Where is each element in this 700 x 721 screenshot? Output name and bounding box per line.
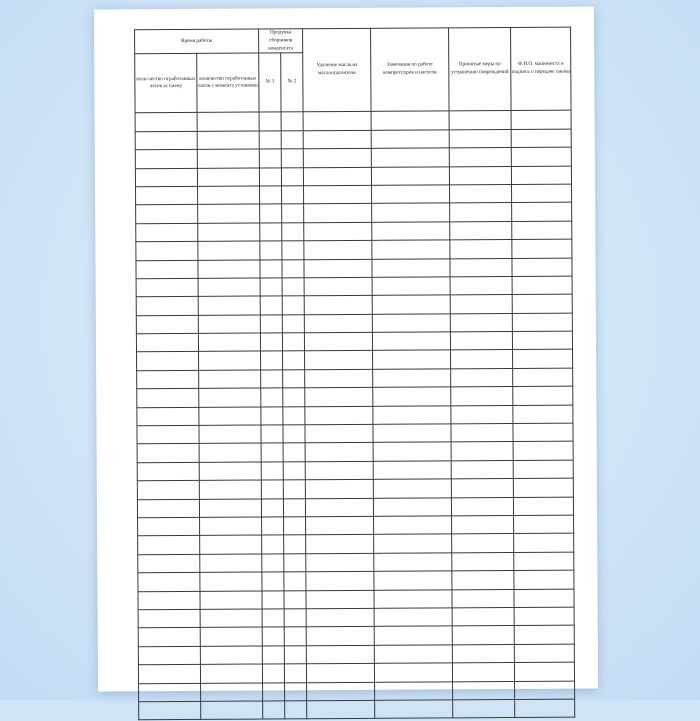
column-header-remarks-label: Замечания по работе компрессоров и насосов [371, 62, 448, 78]
table-cell-measures-taken[interactable] [449, 166, 511, 185]
shift-log-table [134, 27, 575, 721]
table-cell-purge-no1[interactable] [262, 590, 284, 609]
table-cell-hours-since-install[interactable] [197, 112, 259, 131]
table-cell-oil-removal[interactable] [304, 277, 372, 296]
table-cell-purge-no2[interactable] [284, 554, 306, 573]
table-cell-purge-no2[interactable] [283, 351, 305, 370]
group-header-condensate-purge [259, 29, 303, 54]
table-cell-hours-per-shift[interactable] [138, 536, 200, 555]
table-cell-hours-since-install[interactable] [200, 554, 262, 573]
table-cell-hours-since-install[interactable] [199, 480, 261, 499]
table-cell-purge-no2[interactable] [283, 480, 305, 499]
table-cell-oil-removal[interactable] [303, 167, 371, 186]
table-cell-purge-no1[interactable] [262, 646, 284, 665]
column-header-hours-per-shift [135, 54, 197, 113]
table-cell-remarks[interactable] [375, 700, 453, 719]
table-cell-purge-no1[interactable] [261, 498, 283, 517]
table-cell-purge-no1[interactable] [261, 462, 283, 481]
table-cell-oil-removal[interactable] [307, 682, 375, 701]
table-cell-operator-signature[interactable] [513, 497, 573, 516]
table-cell-operator-signature[interactable] [513, 460, 573, 479]
table-cell-measures-taken[interactable] [451, 460, 513, 479]
table-cell-oil-removal[interactable] [304, 314, 372, 333]
table-cell-purge-no1[interactable] [262, 517, 284, 536]
table-cell-purge-no2[interactable] [282, 186, 304, 205]
table-cell-purge-no1[interactable] [259, 149, 281, 168]
table-cell-oil-removal[interactable] [303, 149, 371, 168]
table-cell-remarks[interactable] [373, 497, 451, 516]
table-cell-purge-no1[interactable] [260, 241, 282, 260]
table-cell-hours-per-shift[interactable] [138, 573, 200, 592]
table-cell-measures-taken[interactable] [450, 203, 512, 222]
table-cell-remarks[interactable] [374, 645, 452, 664]
table-cell-purge-no2[interactable] [281, 112, 303, 131]
table-cell-hours-since-install[interactable] [197, 131, 259, 150]
table-cell-purge-no1[interactable] [261, 370, 283, 389]
table-cell-operator-signature[interactable] [511, 129, 571, 148]
table-cell-measures-taken[interactable] [450, 332, 512, 351]
table-cell-measures-taken[interactable] [449, 129, 511, 148]
table-cell-hours-since-install[interactable] [198, 296, 260, 315]
table-cell-oil-removal[interactable] [304, 240, 372, 259]
table-cell-measures-taken[interactable] [449, 111, 511, 130]
table-cell-hours-per-shift[interactable] [135, 113, 197, 132]
table-cell-purge-no2[interactable] [281, 167, 303, 186]
table-cell-oil-removal[interactable] [306, 553, 374, 572]
table-cell-purge-no2[interactable] [285, 701, 307, 720]
table-cell-operator-signature[interactable] [515, 681, 575, 700]
table-cell-hours-per-shift[interactable] [136, 297, 198, 316]
table-cell-purge-no2[interactable] [283, 425, 305, 444]
table-cell-hours-since-install[interactable] [198, 223, 260, 242]
table-cell-purge-no2[interactable] [284, 645, 306, 664]
table-cell-purge-no1[interactable] [262, 664, 284, 683]
table-cell-hours-per-shift[interactable] [137, 370, 199, 389]
table-cell-operator-signature[interactable] [512, 313, 572, 332]
column-header-oil-removal [303, 28, 372, 112]
table-cell-measures-taken[interactable] [452, 626, 514, 645]
table-cell-purge-no2[interactable] [283, 370, 305, 389]
table-cell-oil-removal[interactable] [304, 204, 372, 223]
table-cell-hours-per-shift[interactable] [136, 186, 198, 205]
table-cell-oil-removal[interactable] [305, 443, 373, 462]
table-cell-hours-since-install[interactable] [199, 499, 261, 518]
table-cell-operator-signature[interactable] [512, 258, 572, 277]
table-cell-hours-since-install[interactable] [198, 333, 260, 352]
table-cell-hours-since-install[interactable] [200, 609, 262, 628]
table-cell-measures-taken[interactable] [450, 184, 512, 203]
table-cell-operator-signature[interactable] [514, 533, 574, 552]
table-cell-operator-signature[interactable] [511, 166, 571, 185]
table-cell-remarks[interactable] [373, 461, 451, 480]
column-header-measures-taken-label: Принятые меры по устранению повреждений [449, 61, 510, 77]
table-cell-purge-no1[interactable] [260, 259, 282, 278]
table-cell-hours-per-shift[interactable] [137, 352, 199, 371]
table-cell-hours-per-shift[interactable] [136, 333, 198, 352]
table-cell-measures-taken[interactable] [450, 295, 512, 314]
table-cell-remarks[interactable] [372, 185, 450, 204]
table-cell-oil-removal[interactable] [305, 369, 373, 388]
table-cell-oil-removal[interactable] [306, 608, 374, 627]
column-header-remarks [371, 28, 450, 112]
table-cell-purge-no1[interactable] [259, 112, 281, 131]
table-cell-oil-removal[interactable] [304, 332, 372, 351]
table-cell-hours-since-install[interactable] [198, 260, 260, 279]
table-cell-hours-per-shift[interactable] [136, 205, 198, 224]
table-cell-remarks[interactable] [372, 222, 450, 241]
table-cell-purge-no2[interactable] [282, 333, 304, 352]
table-cell-purge-no1[interactable] [261, 388, 283, 407]
table-cell-purge-no2[interactable] [284, 627, 306, 646]
table-cell-purge-no1[interactable] [259, 131, 281, 150]
table-cell-measures-taken[interactable] [452, 571, 514, 590]
table-cell-operator-signature[interactable] [513, 405, 573, 424]
table-cell-purge-no1[interactable] [260, 278, 282, 297]
group-header-work-time [135, 29, 259, 54]
table-cell-hours-since-install[interactable] [197, 168, 259, 187]
table-cell-hours-since-install[interactable] [200, 535, 262, 554]
table-body [135, 111, 575, 721]
table-cell-purge-no1[interactable] [260, 333, 282, 352]
table-cell-oil-removal[interactable] [305, 480, 373, 499]
table-cell-purge-no2[interactable] [282, 222, 304, 241]
table-cell-operator-signature[interactable] [514, 589, 574, 608]
table-cell-hours-since-install[interactable] [200, 591, 262, 610]
column-header-purge-no2 [281, 53, 303, 112]
table-header [135, 27, 572, 113]
table-cell-oil-removal[interactable] [305, 388, 373, 407]
table-cell-operator-signature[interactable] [512, 184, 572, 203]
table-cell-oil-removal[interactable] [306, 627, 374, 646]
column-header-hours-per-shift-label: коли-чество отработанных часов за смену [135, 76, 196, 92]
table-cell-oil-removal[interactable] [305, 351, 373, 370]
table-cell-hours-since-install[interactable] [200, 517, 262, 536]
table-cell-purge-no2[interactable] [284, 517, 306, 536]
table-cell-hours-per-shift[interactable] [138, 609, 200, 628]
table-cell-remarks[interactable] [374, 589, 452, 608]
table-cell-hours-per-shift[interactable] [137, 444, 199, 463]
table-cell-measures-taken[interactable] [450, 276, 512, 295]
table-cell-hours-per-shift[interactable] [139, 683, 201, 702]
table-cell-hours-per-shift[interactable] [138, 628, 200, 647]
table-cell-hours-since-install[interactable] [198, 278, 260, 297]
table-cell-remarks[interactable] [372, 295, 450, 314]
table-cell-purge-no2[interactable] [282, 296, 304, 315]
table-cell-measures-taken[interactable] [451, 497, 513, 516]
table-cell-operator-signature[interactable] [514, 570, 574, 589]
table-cell-oil-removal[interactable] [306, 571, 374, 590]
table-cell-measures-taken[interactable] [451, 368, 513, 387]
table-cell-hours-since-install[interactable] [201, 701, 263, 720]
table-cell-remarks[interactable] [371, 111, 449, 130]
table-cell-hours-per-shift[interactable] [138, 517, 200, 536]
table-cell-purge-no2[interactable] [283, 388, 305, 407]
column-header-purge-no1 [259, 53, 281, 112]
sheet-content-area [134, 27, 574, 670]
table-cell-remarks[interactable] [374, 608, 452, 627]
table-cell-hours-per-shift[interactable] [138, 665, 200, 684]
table-cell-purge-no2[interactable] [282, 204, 304, 223]
table-cell-hours-per-shift[interactable] [136, 242, 198, 261]
table-cell-purge-no2[interactable] [282, 314, 304, 333]
table-cell-oil-removal[interactable] [305, 424, 373, 443]
table-cell-hours-since-install[interactable] [198, 241, 260, 260]
table-cell-oil-removal[interactable] [306, 663, 374, 682]
table-cell-purge-no2[interactable] [284, 664, 306, 683]
table-cell-operator-signature[interactable] [512, 221, 572, 240]
table-cell-purge-no1[interactable] [260, 296, 282, 315]
table-cell-measures-taken[interactable] [452, 644, 514, 663]
table-cell-hours-since-install[interactable] [199, 388, 261, 407]
table-cell-measures-taken[interactable] [449, 148, 511, 167]
group-header-condensate-purge-label: Продувка сборников конденсата [259, 29, 302, 53]
table-cell-operator-signature[interactable] [512, 239, 572, 258]
table-cell-remarks[interactable] [374, 571, 452, 590]
table-cell-purge-no1[interactable] [262, 572, 284, 591]
table-cell-remarks[interactable] [375, 681, 453, 700]
table-cell-operator-signature[interactable] [511, 111, 571, 130]
table-cell-purge-no1[interactable] [262, 554, 284, 573]
table-cell-hours-since-install[interactable] [197, 149, 259, 168]
table-cell-purge-no2[interactable] [284, 590, 306, 609]
table-cell-purge-no1[interactable] [260, 186, 282, 205]
table-cell-oil-removal[interactable] [305, 461, 373, 480]
table-cell-purge-no1[interactable] [263, 682, 285, 701]
table-cell-purge-no2[interactable] [284, 572, 306, 591]
table-cell-measures-taken[interactable] [450, 240, 512, 259]
table-cell-remarks[interactable] [373, 369, 451, 388]
table-cell-purge-no2[interactable] [283, 406, 305, 425]
table-cell-measures-taken[interactable] [451, 424, 513, 443]
table-cell-operator-signature[interactable] [513, 478, 573, 497]
table-cell-hours-per-shift[interactable] [138, 554, 200, 573]
table-cell-measures-taken[interactable] [452, 607, 514, 626]
table-cell-remarks[interactable] [372, 277, 450, 296]
table-cell-hours-since-install[interactable] [199, 443, 261, 462]
table-cell-operator-signature[interactable] [513, 423, 573, 442]
table-cell-hours-since-install[interactable] [200, 664, 262, 683]
table-cell-purge-no2[interactable] [283, 462, 305, 481]
table-cell-oil-removal[interactable] [304, 222, 372, 241]
table-cell-hours-since-install[interactable] [198, 186, 260, 205]
table-cell-hours-since-install[interactable] [199, 351, 261, 370]
table-cell-hours-per-shift[interactable] [136, 260, 198, 279]
table-cell-operator-signature[interactable] [512, 276, 572, 295]
table-cell-purge-no1[interactable] [262, 535, 284, 554]
table-cell-measures-taken[interactable] [451, 405, 513, 424]
table-cell-purge-no1[interactable] [259, 167, 281, 186]
table-cell-hours-since-install[interactable] [199, 370, 261, 389]
table-cell-remarks[interactable] [374, 663, 452, 682]
table-cell-hours-since-install[interactable] [201, 683, 263, 702]
table-cell-purge-no2[interactable] [282, 259, 304, 278]
table-cell-operator-signature[interactable] [513, 368, 573, 387]
table-cell-operator-signature[interactable] [512, 331, 572, 350]
table-cell-hours-since-install[interactable] [200, 646, 262, 665]
table-cell-measures-taken[interactable] [450, 313, 512, 332]
table-cell-hours-per-shift[interactable] [137, 425, 199, 444]
table-cell-purge-no2[interactable] [281, 131, 303, 150]
table-cell-purge-no2[interactable] [285, 682, 307, 701]
table-cell-operator-signature[interactable] [512, 202, 572, 221]
table-cell-oil-removal[interactable] [305, 406, 373, 425]
table-cell-operator-signature[interactable] [514, 662, 574, 681]
table-cell-remarks[interactable] [373, 479, 451, 498]
table-cell-hours-since-install[interactable] [200, 627, 262, 646]
table-cell-operator-signature[interactable] [514, 607, 574, 626]
table-cell-purge-no1[interactable] [260, 204, 282, 223]
table-cell-measures-taken[interactable] [451, 479, 513, 498]
table-cell-oil-removal[interactable] [303, 112, 371, 131]
table-cell-remarks[interactable] [374, 516, 452, 535]
table-cell-measures-taken[interactable] [452, 534, 514, 553]
table-cell-measures-taken[interactable] [450, 221, 512, 240]
table-cell-hours-per-shift[interactable] [138, 591, 200, 610]
table-cell-operator-signature[interactable] [514, 515, 574, 534]
table-cell-measures-taken[interactable] [452, 589, 514, 608]
table-cell-oil-removal[interactable] [306, 516, 374, 535]
table-cell-oil-removal[interactable] [304, 185, 372, 204]
table-cell-hours-since-install[interactable] [199, 407, 261, 426]
table-cell-purge-no1[interactable] [260, 315, 282, 334]
table-cell-remarks[interactable] [373, 442, 451, 461]
table-cell-hours-per-shift[interactable] [135, 168, 197, 187]
table-cell-measures-taken[interactable] [452, 515, 514, 534]
column-header-oil-removal-label: Удаление масла из маслоотделителя [303, 62, 370, 78]
table-cell-remarks[interactable] [371, 148, 449, 167]
table-cell-remarks[interactable] [372, 314, 450, 333]
table-cell-purge-no1[interactable] [262, 609, 284, 628]
table-cell-oil-removal[interactable] [306, 590, 374, 609]
table-cell-oil-removal[interactable] [307, 700, 375, 719]
column-header-operator-signature-label: Ф.И.О. машиниста и подпись о передаче смены [511, 61, 570, 77]
table-cell-purge-no1[interactable] [261, 407, 283, 426]
table-cell-purge-no1[interactable] [260, 223, 282, 242]
table-cell-purge-no1[interactable] [262, 627, 284, 646]
column-header-measures-taken [449, 27, 512, 111]
table-cell-operator-signature[interactable] [514, 625, 574, 644]
table-cell-purge-no1[interactable] [261, 480, 283, 499]
table-cell-remarks[interactable] [374, 626, 452, 645]
table-cell-purge-no1[interactable] [261, 425, 283, 444]
table-cell-oil-removal[interactable] [306, 535, 374, 554]
column-header-purge-no1-label: № 1 [259, 79, 280, 87]
table-cell-hours-per-shift[interactable] [137, 481, 199, 500]
table-cell-oil-removal[interactable] [304, 296, 372, 315]
column-header-hours-since-install [197, 53, 259, 112]
table-cell-purge-no2[interactable] [282, 278, 304, 297]
table-cell-hours-per-shift[interactable] [137, 407, 199, 426]
table-cell-hours-since-install[interactable] [198, 204, 260, 223]
table-cell-operator-signature[interactable] [513, 386, 573, 405]
table-cell-hours-since-install[interactable] [200, 572, 262, 591]
table-cell-purge-no1[interactable] [261, 443, 283, 462]
table-cell-operator-signature[interactable] [513, 442, 573, 461]
table-cell-measures-taken[interactable] [451, 350, 513, 369]
table-cell-hours-per-shift[interactable] [139, 701, 201, 720]
table-cell-hours-since-install[interactable] [199, 425, 261, 444]
table-cell-measures-taken[interactable] [452, 663, 514, 682]
table-cell-operator-signature[interactable] [514, 644, 574, 663]
table-cell-remarks[interactable] [372, 240, 450, 259]
table-cell-remarks[interactable] [371, 130, 449, 149]
table-cell-operator-signature[interactable] [513, 350, 573, 369]
column-header-operator-signature [511, 27, 572, 111]
table-cell-remarks[interactable] [373, 387, 451, 406]
table-cell-measures-taken[interactable] [452, 552, 514, 571]
table-cell-remarks[interactable] [373, 350, 451, 369]
table-cell-purge-no2[interactable] [281, 149, 303, 168]
table-cell-oil-removal[interactable] [303, 130, 371, 149]
table-cell-measures-taken[interactable] [450, 258, 512, 277]
table-group-header-row [135, 27, 571, 54]
table-cell-remarks[interactable] [374, 534, 452, 553]
table-cell-hours-per-shift[interactable] [137, 462, 199, 481]
column-header-hours-since-install-label: количество отработанных часов с момента установки [197, 75, 258, 91]
table-cell-oil-removal[interactable] [306, 645, 374, 664]
table-cell-remarks[interactable] [373, 406, 451, 425]
table-cell-operator-signature[interactable] [511, 147, 571, 166]
table-row [139, 699, 575, 720]
table-cell-measures-taken[interactable] [453, 681, 515, 700]
table-cell-purge-no1[interactable] [263, 701, 285, 720]
table-cell-remarks[interactable] [372, 258, 450, 277]
table-cell-measures-taken[interactable] [451, 442, 513, 461]
table-cell-hours-per-shift[interactable] [136, 223, 198, 242]
table-cell-purge-no1[interactable] [261, 351, 283, 370]
table-cell-oil-removal[interactable] [305, 498, 373, 517]
paper-sheet [94, 6, 598, 691]
table-cell-hours-since-install[interactable] [198, 315, 260, 334]
column-header-purge-no2-label: № 2 [281, 79, 302, 87]
table-cell-hours-per-shift[interactable] [137, 389, 199, 408]
table-cell-hours-since-install[interactable] [199, 462, 261, 481]
table-cell-hours-per-shift[interactable] [138, 646, 200, 665]
table-cell-hours-per-shift[interactable] [135, 131, 197, 150]
table-cell-purge-no2[interactable] [284, 609, 306, 628]
table-cell-remarks[interactable] [374, 553, 452, 572]
table-cell-operator-signature[interactable] [512, 294, 572, 313]
table-cell-purge-no2[interactable] [282, 241, 304, 260]
table-cell-purge-no2[interactable] [284, 535, 306, 554]
table-cell-hours-per-shift[interactable] [137, 499, 199, 518]
table-cell-hours-per-shift[interactable] [136, 278, 198, 297]
table-cell-remarks[interactable] [372, 203, 450, 222]
table-cell-measures-taken[interactable] [451, 387, 513, 406]
table-cell-remarks[interactable] [372, 332, 450, 351]
table-cell-remarks[interactable] [371, 166, 449, 185]
group-header-work-time-label: Время работы [135, 37, 258, 46]
table-cell-purge-no2[interactable] [283, 498, 305, 517]
table-cell-measures-taken[interactable] [453, 699, 515, 718]
table-cell-remarks[interactable] [373, 424, 451, 443]
table-cell-operator-signature[interactable] [515, 699, 575, 718]
table-cell-operator-signature[interactable] [514, 552, 574, 571]
table-cell-hours-per-shift[interactable] [135, 150, 197, 169]
table-cell-oil-removal[interactable] [304, 259, 372, 278]
table-cell-purge-no2[interactable] [283, 443, 305, 462]
table-cell-hours-per-shift[interactable] [136, 315, 198, 334]
